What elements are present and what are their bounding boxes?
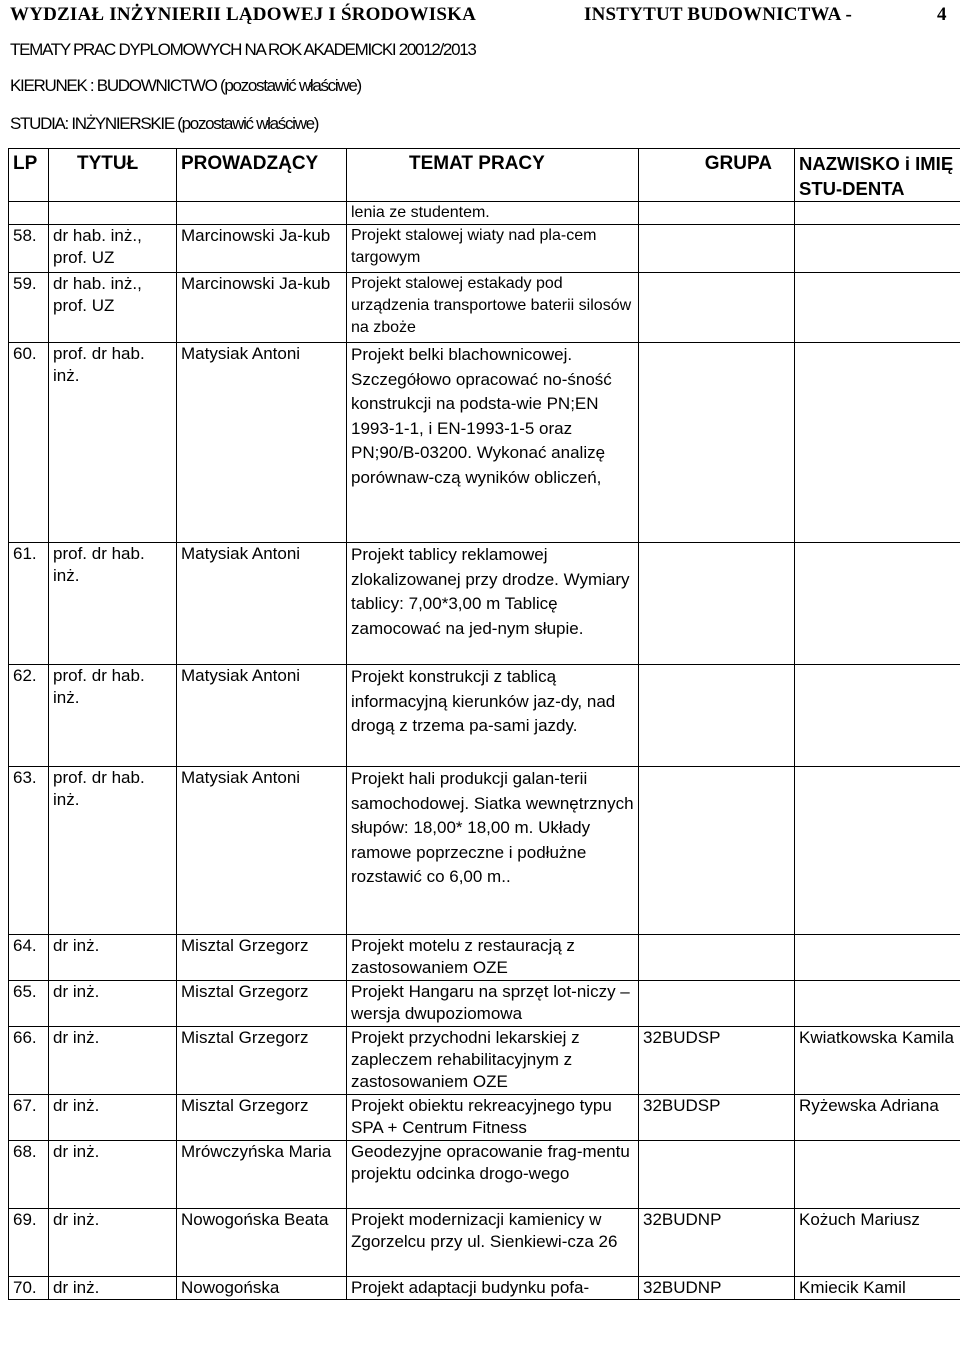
row-topic: Projekt modernizacji kamienicy w Zgorzelcu przy ul. Sienkiewi-cza 26: [347, 1209, 639, 1277]
continued-text: lenia ze studentem.: [347, 202, 639, 225]
table-row: [9, 1277, 960, 1300]
row-topic: Projekt przychodni lekarskiej z zapleczem rehabilitacyjnym z zastosowaniem OZE: [347, 1027, 639, 1095]
row-group: [639, 935, 795, 981]
studia-line: STUDIA: INŻYNIERSKIE (pozostawić właściwe): [10, 114, 319, 133]
row-title: dr inż.: [49, 935, 177, 981]
row-student: [795, 273, 960, 343]
row-group: [639, 343, 795, 543]
col-student-header: NAZWISKO i IMIĘ STU-DENTA: [795, 149, 960, 202]
row-supervisor: Marcinowski Ja-kub: [177, 273, 347, 343]
row-title: prof. dr hab. inż.: [49, 543, 177, 665]
row-student: [795, 935, 960, 981]
row-student: [795, 343, 960, 543]
table-row: [9, 1095, 960, 1141]
topics-line: TEMATY PRAC DYPLOMOWYCH NA ROK AKADEMICKI 20012/2013: [10, 40, 476, 59]
row-title: prof. dr hab. inż.: [49, 343, 177, 543]
row-supervisor: Matysiak Antoni: [177, 665, 347, 767]
table-header-row: [9, 149, 960, 202]
table-row: [9, 935, 960, 981]
row-topic: Geodezyjne opracowanie frag-mentu projektu odcinka drogo-wego: [347, 1141, 639, 1209]
col-lp-header: LP: [9, 149, 49, 202]
row-topic: Projekt stalowej estakady pod urządzenia transportowe baterii silosów na zboże: [347, 273, 639, 343]
row-topic: Projekt Hangaru na sprzęt lot-niczy – wersja dwupoziomowa: [347, 981, 639, 1027]
row-student: [795, 665, 960, 767]
row-lp: 63.: [9, 767, 49, 935]
row-supervisor: Marcinowski Ja-kub: [177, 225, 347, 273]
col-title-header: TYTUŁ: [49, 149, 177, 202]
row-supervisor: Matysiak Antoni: [177, 343, 347, 543]
row-title: dr inż.: [49, 1277, 177, 1300]
row-student: [795, 543, 960, 665]
row-lp: 64.: [9, 935, 49, 981]
row-student: Kwiatkowska Kamila: [795, 1027, 960, 1095]
row-topic: Projekt konstrukcji z tablicą informacyjną kierunków jaz-dy, nad drogą z trzema pa-sami jazdy.: [347, 665, 639, 767]
row-student: Ryżewska Adriana: [795, 1095, 960, 1141]
row-topic: Projekt motelu z restauracją z zastosowaniem OZE: [347, 935, 639, 981]
row-title: dr inż.: [49, 1027, 177, 1095]
row-lp: 66.: [9, 1027, 49, 1095]
row-group: 32BUDNP: [639, 1209, 795, 1277]
col-supervisor-header: PROWADZĄCY: [177, 149, 347, 202]
row-topic: Projekt stalowej wiaty nad pla-cem targowym: [347, 225, 639, 273]
table-row: [9, 273, 960, 343]
row-group: [639, 1141, 795, 1209]
row-lp: 70.: [9, 1277, 49, 1300]
row-group: [639, 767, 795, 935]
row-group: [639, 543, 795, 665]
table-row: [9, 225, 960, 273]
kierunek-line: KIERUNEK : BUDOWNICTWO (pozostawić właściwe): [10, 76, 361, 95]
row-supervisor: Misztal Grzegorz: [177, 935, 347, 981]
table-row: [9, 767, 960, 935]
row-group: 32BUDNP: [639, 1277, 795, 1300]
row-topic: Projekt hali produkcji galan-terii samochodowej. Siatka wewnętrznych słupów: 18,00* 18,00 m. Układy ramowe poprzeczne i podłużne rozstawić co 6,00 m..: [347, 767, 639, 935]
row-lp: 69.: [9, 1209, 49, 1277]
table-row: [9, 981, 960, 1027]
table-row: [9, 1141, 960, 1209]
row-title: dr inż.: [49, 1141, 177, 1209]
row-student: Kmiecik Kamil: [795, 1277, 960, 1300]
row-title: dr hab. inż., prof. UZ: [49, 273, 177, 343]
row-supervisor: Matysiak Antoni: [177, 767, 347, 935]
row-lp: 68.: [9, 1141, 49, 1209]
table-row: [9, 543, 960, 665]
row-group: 32BUDSP: [639, 1027, 795, 1095]
row-title: dr inż.: [49, 1209, 177, 1277]
row-supervisor: Matysiak Antoni: [177, 543, 347, 665]
row-lp: 59.: [9, 273, 49, 343]
row-topic: Projekt adaptacji budynku pofa-: [347, 1277, 639, 1300]
col-topic-header: TEMAT PRACY: [347, 149, 639, 202]
row-supervisor: Misztal Grzegorz: [177, 1095, 347, 1141]
row-supervisor: Misztal Grzegorz: [177, 981, 347, 1027]
row-lp: 67.: [9, 1095, 49, 1141]
row-supervisor: Misztal Grzegorz: [177, 1027, 347, 1095]
page-number: 4: [937, 4, 947, 25]
row-topic: Projekt obiektu rekreacyjnego typu SPA + Centrum Fitness: [347, 1095, 639, 1141]
institute-name: INSTYTUT BUDOWNICTWA -: [584, 4, 852, 25]
row-group: [639, 273, 795, 343]
row-group: [639, 665, 795, 767]
row-title: dr inż.: [49, 1095, 177, 1141]
row-title: prof. dr hab. inż.: [49, 665, 177, 767]
row-title: dr inż.: [49, 981, 177, 1027]
table-row: [9, 665, 960, 767]
row-lp: 65.: [9, 981, 49, 1027]
row-student: Kożuch Mariusz: [795, 1209, 960, 1277]
row-lp: 58.: [9, 225, 49, 273]
row-supervisor: Nowogońska Beata: [177, 1209, 347, 1277]
table-row-continued: [9, 202, 960, 225]
row-group: [639, 981, 795, 1027]
row-student: [795, 981, 960, 1027]
row-group: 32BUDSP: [639, 1095, 795, 1141]
faculty-name: WYDZIAŁ INŻYNIERII LĄDOWEJ I ŚRODOWISKA: [10, 4, 476, 25]
row-supervisor: Mrówczyńska Maria: [177, 1141, 347, 1209]
row-topic: Projekt tablicy reklamowej zlokalizowanej przy drodze. Wymiary tablicy: 7,00*3,00 m Tablicę zamocować na jed-nym słupie.: [347, 543, 639, 665]
row-student: [795, 225, 960, 273]
row-student: [795, 767, 960, 935]
row-lp: 60.: [9, 343, 49, 543]
row-title: prof. dr hab. inż.: [49, 767, 177, 935]
row-lp: 61.: [9, 543, 49, 665]
table-row: [9, 1027, 960, 1095]
row-lp: 62.: [9, 665, 49, 767]
row-topic: Projekt belki blachownicowej. Szczegółowo opracować no-śność konstrukcji na podsta-wie PN;EN 1993-1-1, i EN-1993-1-5 oraz PN;90/B-03200. Wykonać analizę porównaw-czą wyników obliczeń,: [347, 343, 639, 543]
topics-table: [8, 148, 960, 1300]
row-title: dr hab. inż., prof. UZ: [49, 225, 177, 273]
row-student: [795, 1141, 960, 1209]
col-group-header: GRUPA: [639, 149, 795, 202]
row-group: [639, 225, 795, 273]
table-row: [9, 343, 960, 543]
row-supervisor: Nowogońska: [177, 1277, 347, 1300]
table-row: [9, 1209, 960, 1277]
